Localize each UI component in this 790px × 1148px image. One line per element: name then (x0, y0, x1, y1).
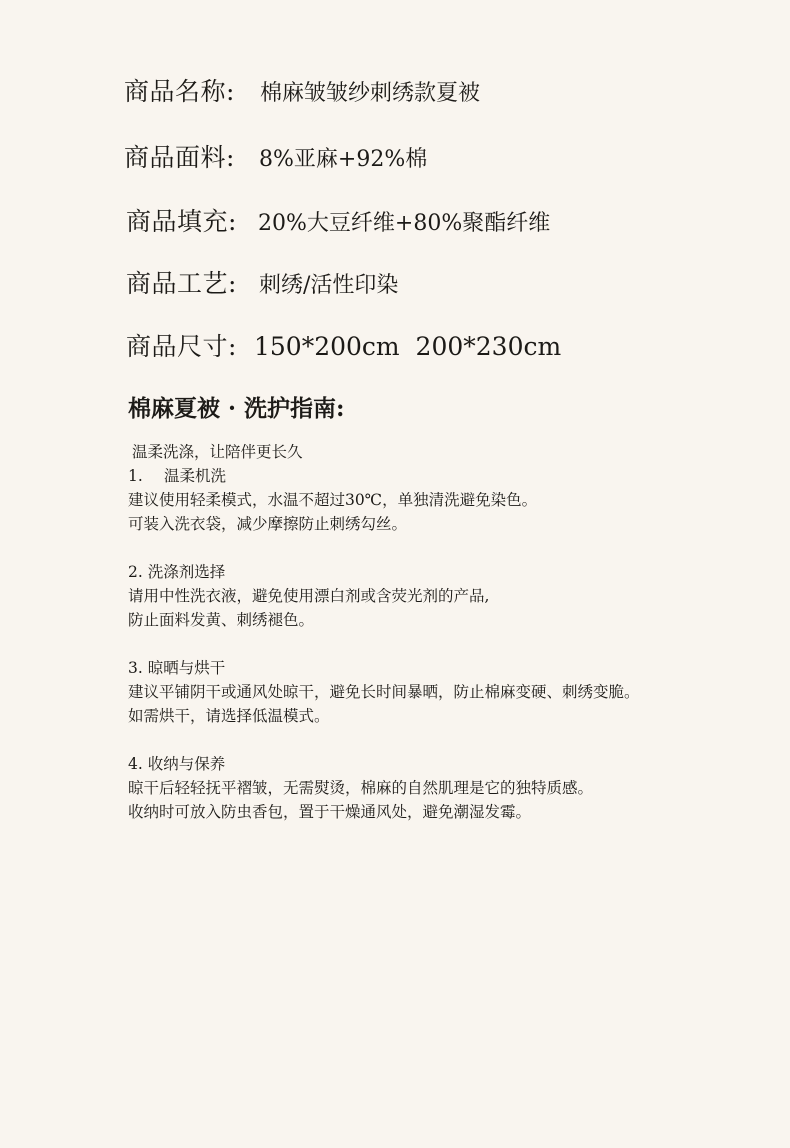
care-section-3 (128, 656, 768, 728)
spec-value: 150*200cm 200*230cm (254, 332, 562, 361)
spec-label: 商品工艺: (126, 269, 237, 298)
care-section-2 (128, 560, 768, 632)
care-line: 建议平铺阴干或通风处晾干，避免长时间暴晒，防止棉麻变硬、刺绣变脆。 (128, 683, 640, 701)
care-line: 可装入洗衣袋，减少摩擦防止刺绣勾丝。 (128, 515, 408, 533)
spec-row-filling (126, 202, 550, 238)
spec-row-name (124, 72, 480, 108)
spec-label: 商品尺寸: (126, 332, 237, 361)
care-section-heading: 3. 晾晒与烘干 (128, 659, 226, 677)
care-guide-body (128, 440, 768, 824)
care-guide-title: 棉麻夏被 · 洗护指南: (128, 395, 345, 422)
care-section-heading: 2. 洗涤剂选择 (128, 563, 226, 581)
care-section-heading: 4. 收纳与保养 (128, 755, 226, 773)
spec-value: 8%亚麻+92%棉 (259, 147, 428, 172)
spec-value: 20%大豆纤维+80%聚酯纤维 (258, 211, 551, 236)
care-section-heading (128, 464, 768, 488)
care-line: 收纳时可放入防虫香包，置于干燥通风处，避免潮湿发霉。 (128, 803, 532, 821)
care-line: 如需烘干，请选择低温模式。 (128, 707, 330, 725)
care-section-1 (128, 440, 768, 536)
spec-row-craft (126, 264, 398, 300)
care-section-number: 1. (128, 467, 143, 485)
spec-label: 商品名称: (124, 77, 235, 106)
care-line: 晾干后轻轻抚平褶皱，无需熨烫，棉麻的自然肌理是它的独特质感。 (128, 779, 594, 797)
spec-label: 商品面料: (124, 143, 235, 172)
care-section-heading-text: 温柔机洗 (164, 467, 227, 485)
care-guide-intro: 温柔洗涤，让陪伴更长久 (132, 443, 303, 461)
spec-value: 刺绣/活性印染 (259, 273, 399, 298)
spec-value: 棉麻皱皱纱刺绣款夏被 (260, 81, 481, 106)
spec-row-fabric (124, 138, 427, 174)
care-line: 请用中性洗衣液，避免使用漂白剂或含荧光剂的产品, (128, 587, 490, 605)
spec-label: 商品填充: (126, 207, 237, 236)
care-line: 建议使用轻柔模式，水温不超过30℃，单独清洗避免染色。 (128, 491, 538, 509)
spec-row-size (126, 327, 561, 363)
care-line: 防止面料发黄、刺绣褪色。 (128, 611, 315, 629)
care-section-4 (128, 752, 768, 824)
